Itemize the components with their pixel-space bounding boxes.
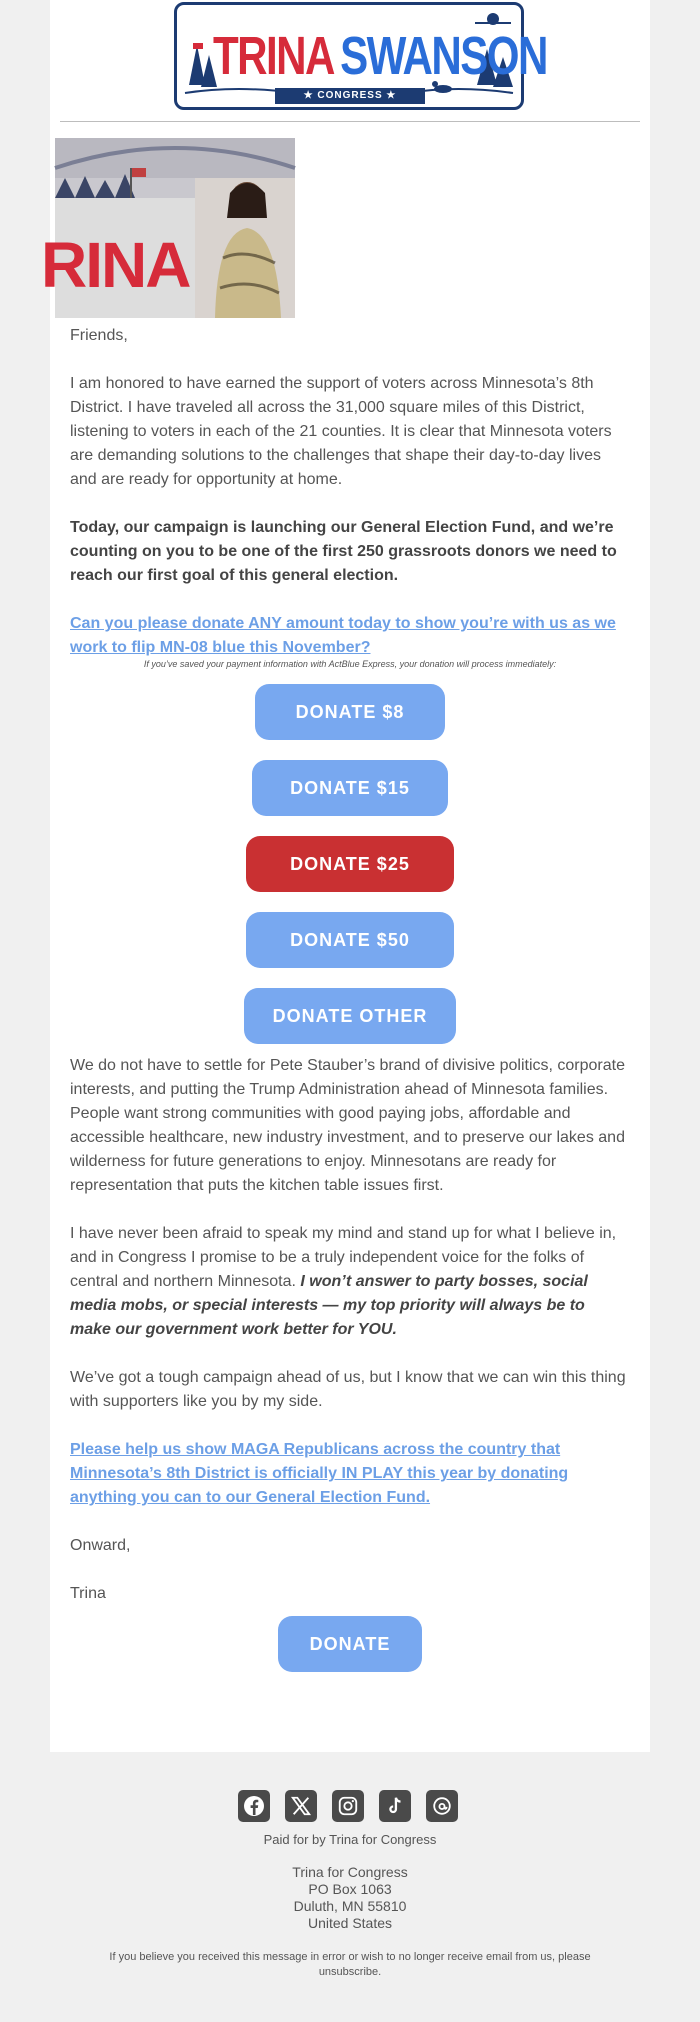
campaign-logo: [174, 2, 547, 110]
paid-for-disclaimer: Paid for by Trina for Congress: [263, 1832, 437, 1847]
paragraph-independent: [70, 1222, 630, 1342]
logo-last-name: SWANSON: [340, 26, 547, 86]
mailing-address: [0, 1864, 700, 1932]
logo-name: [213, 26, 547, 86]
logo-tagline: ★ CONGRESS ★: [275, 88, 425, 104]
donate-general-fund-link[interactable]: Please help us show MAGA Republicans across the country that Minnesota’s 8th District is officially IN PLAY this year by donating anything you can to our General Election Fund.: [70, 1441, 569, 1506]
donate-any-amount-link[interactable]: Can you please donate ANY amount today to show you’re with us as we work to flip MN-08 blue this November?: [70, 615, 616, 656]
paragraph-independent-emphasis: I won’t answer to party bosses, social media mobs, or special interests — my top priority will always be to make our government work better for YOU.: [70, 1273, 588, 1338]
unsubscribe-notice[interactable]: If you believe you received this message in error or wish to no longer receive email from us, please unsubscribe.: [109, 1951, 591, 1978]
address-line: United States: [307, 1915, 393, 1931]
x-icon[interactable]: [285, 1790, 317, 1822]
email-card: [41, 0, 650, 1752]
donate-25-button[interactable]: DONATE $25: [246, 836, 454, 892]
signoff: Onward,: [70, 1537, 131, 1554]
donate-50-button[interactable]: DONATE $50: [246, 912, 454, 968]
photo-banner-text: RINA: [41, 229, 190, 301]
logo-first-name: TRINA: [213, 26, 334, 86]
address-line: Duluth, MN 55810: [293, 1898, 407, 1914]
paragraph-fund-launch: Today, our campaign is launching our General Election Fund, and we’re counting on you to be one of the first 250 grassroots donors we need to reach our first goal of this general election.: [70, 519, 617, 584]
paragraph-tough-campaign: We’ve got a tough campaign ahead of us, but I know that we can win this thing with supporters like you by my side.: [70, 1369, 626, 1410]
final-donate-button[interactable]: DONATE: [278, 1616, 422, 1672]
address-line: PO Box 1063: [308, 1881, 392, 1897]
donate-15-button[interactable]: DONATE $15: [252, 760, 448, 816]
donate-other-button[interactable]: DONATE OTHER: [244, 988, 456, 1044]
header-divider: [60, 121, 640, 122]
paragraph-politics: We do not have to settle for Pete Stauber’s brand of divisive politics, corporate interests, and putting the Trump Administration ahead of Minnesota families. People want strong communities with good paying jobs, affordable and accessible healthcare, new industry investment, and to preserve our lakes and wilderness for future generations to enjoy. Minnesotans are ready for representation that puts the kitchen table issues first.: [70, 1057, 625, 1194]
greeting: Friends,: [70, 327, 128, 344]
address-line: Trina for Congress: [292, 1864, 408, 1880]
paragraph-independent-plain: I have never been afraid to speak my mind and stand up for what I believe in, and in Congress I promise to be a truly independent voice for the folks of central and northern Minnesota.: [70, 1225, 617, 1290]
signature: Trina: [70, 1585, 106, 1602]
paragraph-intro: I am honored to have earned the support of voters across Minnesota’s 8th District. I have traveled all across the 31,000 square miles of this District, listening to voters in each of the 21 counties. It is clear that Minnesota voters are demanding solutions to the challenges that shape their day-to-day lives and are ready for opportunity at home.: [70, 375, 612, 488]
social-icons: [238, 1790, 458, 1822]
actblue-express-note: If you’ve saved your payment information with ActBlue Express, your donation will process immediately:: [143, 659, 557, 669]
instagram-icon[interactable]: [332, 1790, 364, 1822]
threads-icon[interactable]: [426, 1790, 458, 1822]
candidate-photo: [41, 138, 295, 318]
donate-8-button[interactable]: DONATE $8: [255, 684, 445, 740]
tiktok-icon[interactable]: [379, 1790, 411, 1822]
facebook-icon[interactable]: [238, 1790, 270, 1822]
